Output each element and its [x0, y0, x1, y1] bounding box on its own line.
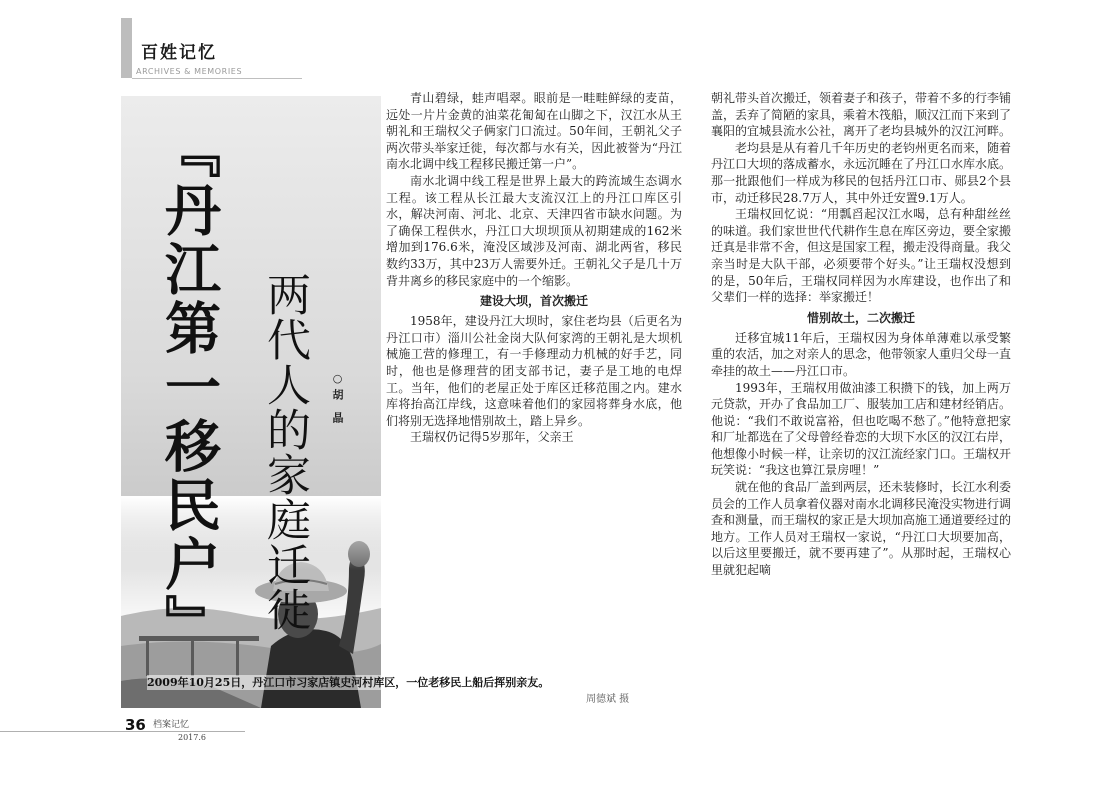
paragraph: 朝礼带头首次搬迁，领着妻子和孩子，带着不多的行李铺盖，丢弃了简陋的家具，乘着木筏船，顺汉江而下来到了襄阳的宜城县流水公社，离开了老均县城外的汉江河畔。: [711, 91, 1012, 139]
paragraph: 迁移宜城11年后，王瑞权因为身体单薄难以承受繁重的农活，加之对亲人的思念，他带领家人重归父母一直牵挂的故土——丹江口市。: [711, 330, 1012, 378]
photo-credit: 周德斌 摄: [586, 694, 630, 705]
issue-number: 2017.6: [178, 733, 206, 742]
page-number: 36: [125, 716, 146, 734]
paragraph: 1958年，建设丹江大坝时，家住老均县（后更名为丹江口市）淄川公社金岗大队何家湾的王朝礼是大坝机械施工营的修理工，有一手修理动力机械的好手艺，同时，他也是修理营的团支部书记，妻子是工地的电焊工。当年，他们的老屋正处于库区迁移范围之内。建水库将抬高江岸线，这意味着他们的家园将葬身水底，他们将别无选择地惜别故土，踏上异乡。: [386, 314, 682, 428]
paragraph: 南水北调中线工程是世界上最大的跨流域生态调水工程。该工程从长江最大支流汉江上的丹江口库区引水，解决河南、河北、北京、天津四省市缺水问题。为了确保工程供水，丹江口大坝坝顶从初期建成的162米增加到176.6米，淹没区域涉及河南、湖北两省，移民数约33万，其中23万人需要外迁。王朝礼父子是几十万背井离乡的移民家庭中的一个缩影。: [386, 173, 682, 288]
paragraph: 王瑞权仍记得5岁那年，父亲王: [410, 430, 574, 445]
article-column-middle: [386, 90, 682, 446]
subheading: 建设大坝，首次搬迁: [479, 294, 588, 309]
paragraph: 就在他的食品厂盖到两层，还未装修时，长江水利委员会的工作人员拿着仪器对南水北调移民淹没实物进行调查和测量，而王瑞权的家正是大坝加高施工通道要经过的地方。工作人员对王瑞权一家说，“丹江口大坝要加高，以后这里要搬迁，就不要再建了”。从那时起，王瑞权心里就犯起嘀: [711, 480, 1012, 578]
author-byline: ○胡 晶: [331, 372, 344, 427]
paragraph: 老均县是从有着几千年历史的老钧州更名而来，随着丹江口大坝的落成蓄水，永远沉睡在了丹江口水库水底。那一批跟他们一样成为移民的包括丹江口市、郧县2个县市，动迁移民28.7万人，其中外迁安置9.1万人。: [711, 140, 1012, 205]
article-column-right: [711, 90, 1011, 579]
magazine-name: 档案记忆: [153, 720, 190, 730]
header-accent-bar: [121, 18, 132, 78]
paragraph: 1993年，王瑞权用做油漆工积攒下的钱，加上两万元贷款，开办了食品加工厂、服装加工店和建材经销店。他说：“我们不敢说富裕，但也吃喝不愁了。”他特意把家和厂址都选在了父母曾经眷恋的大坝下水区的汉江右岸，他想像小时候一样，让亲切的汉江流经家门口。王瑞权开玩笑说：“我这也算江景房哩！”: [711, 380, 1012, 478]
paragraph: 青山碧绿，蛙声唱翠。眼前是一畦畦鲜绿的麦苗，远处一片片金黄的油菜花匍匐在山脚之下，汉江水从王朝礼和王瑞权父子俩家门口流过。50年间，王朝礼父子两次带头举家迁徙，每次都与水有关，因此被誉为“丹江南水北调中线工程移民搬迁第一户”。: [386, 91, 682, 172]
section-title: 百姓记忆: [141, 43, 217, 63]
paragraph: 王瑞权回忆说：“用瓢舀起汉江水喝，总有种甜丝丝的味道。我们家世世代代耕作生息在库区旁边，要全家搬迁真是非常不舍，但这是国家工程，搬走没得商量。我父亲当时是大队干部，必须要带个好头。”让王瑞权没想到的是，50年后，王瑞权同样因为水库建设，也作出了和父辈们一样的选择：举家搬迁！: [711, 207, 1012, 305]
article-title: 两代人的家庭迁徙: [259, 272, 310, 632]
footer-divider: [0, 731, 245, 732]
subheading: 惜别故土，二次搬迁: [806, 310, 915, 325]
series-title: 『丹江第一移民户』: [156, 122, 222, 653]
header-divider: [132, 78, 302, 79]
photo-caption: 2009年10月25日，丹江口市习家店镇史河村库区，一位老移民上船后挥别亲友。: [147, 675, 645, 690]
section-subtitle: ARCHIVES & MEMORIES: [136, 67, 243, 76]
